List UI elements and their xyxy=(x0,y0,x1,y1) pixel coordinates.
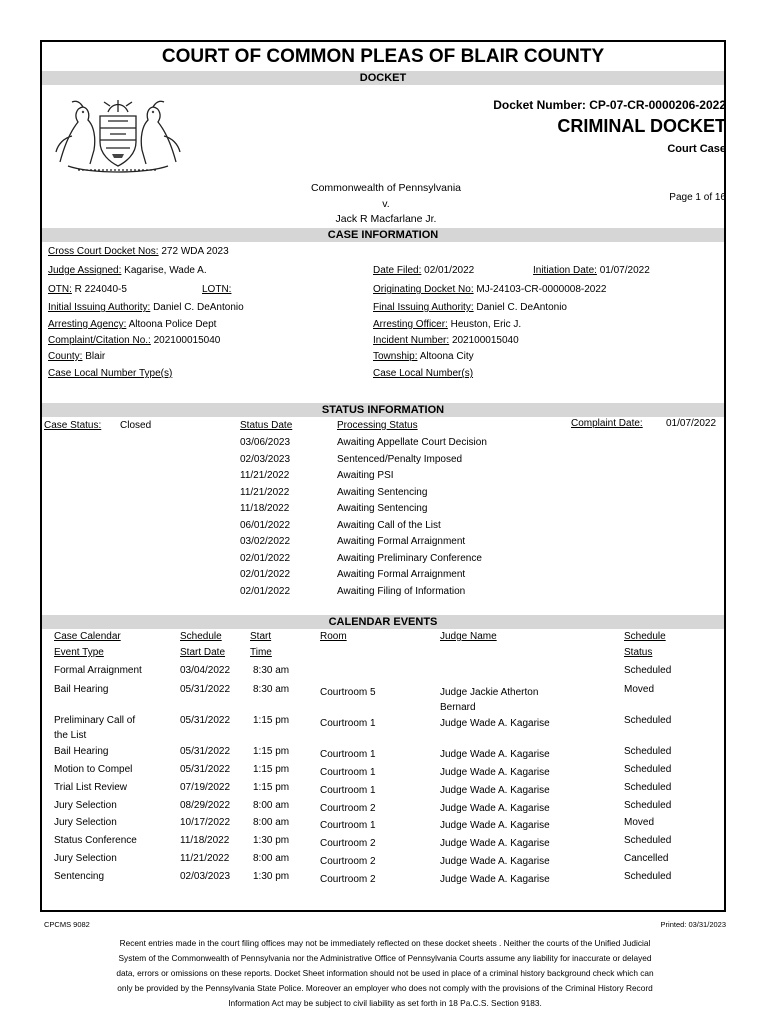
cal-header-time-2: Time xyxy=(250,647,272,658)
judge-value: Kagarise, Wade A. xyxy=(124,265,207,276)
event-start-date: 11/21/2022 xyxy=(180,853,230,864)
processing-status: Awaiting Formal Arraignment xyxy=(337,536,466,547)
status-date: 03/02/2022 xyxy=(240,536,291,547)
incident-label: Incident Number: xyxy=(373,335,450,346)
event-room: Courtroom 5 xyxy=(320,687,376,698)
date-filed-label: Date Filed: xyxy=(373,265,422,276)
otn-value: R 224040-5 xyxy=(74,284,127,295)
incident-value: 202100015040 xyxy=(451,335,519,346)
event-status: Scheduled xyxy=(624,782,672,793)
judge-row xyxy=(48,265,207,276)
disclaimer-line: Information Act may be subject to civil liability as set forth in 18 Pa.C.S. Section 9183. xyxy=(228,998,542,1008)
status-date: 02/01/2022 xyxy=(240,585,291,597)
judge-label: Judge Assigned: xyxy=(48,265,122,276)
event-start-date: 05/31/2022 xyxy=(180,746,231,757)
cross-court-row xyxy=(48,246,229,257)
event-type: Status Conference xyxy=(54,835,137,846)
event-start-date: 07/19/2022 xyxy=(180,782,231,793)
init-auth-row xyxy=(48,302,244,313)
event-room: Courtroom 1 xyxy=(320,749,376,760)
event-start-date: 02/03/2023 xyxy=(180,871,231,882)
event-judge: Judge Wade A. Kagarise xyxy=(440,749,550,760)
cal-header-status-1: Schedule xyxy=(624,631,666,642)
status-date: 03/06/2023 xyxy=(240,437,291,448)
processing-status: Awaiting Filing of Information xyxy=(337,585,466,597)
county-label: County: xyxy=(48,351,83,362)
processing-status: Awaiting Call of the List xyxy=(337,519,441,531)
event-type: Trial List Review xyxy=(54,782,127,793)
event-start-time: 1:15 pm xyxy=(253,715,290,726)
cal-header-date-1: Schedule xyxy=(180,631,222,642)
case-local-type-label: Case Local Number Type(s) xyxy=(48,368,173,379)
cal-header-judge: Judge Name xyxy=(440,631,497,642)
event-judge: Judge Wade A. Kagarise xyxy=(440,718,550,729)
form-id: CPCMS 9082 xyxy=(44,920,90,929)
event-type: Bail Hearing xyxy=(54,684,109,695)
arresting-agency-value: Altoona Police Dept xyxy=(128,319,217,330)
caption-line-2: v. xyxy=(382,198,390,210)
arresting-officer-value: Heuston, Eric J. xyxy=(450,319,522,330)
docket-band: DOCKET xyxy=(42,71,724,85)
docket-type: CRIMINAL DOCKET xyxy=(557,116,726,136)
init-auth-label: Initial Issuing Authority: xyxy=(48,302,151,313)
final-auth-row xyxy=(373,302,567,313)
pennsylvania-coat-of-arms-icon xyxy=(50,92,186,174)
event-start-date: 11/18/2022 xyxy=(180,835,230,846)
orig-docket-label: Originating Docket No: xyxy=(373,284,474,295)
otn-label: OTN: xyxy=(48,284,72,295)
complaint-date-label: Complaint Date: xyxy=(571,418,643,429)
event-judge: Judge Wade A. Kagarise xyxy=(440,785,550,796)
status-date: 02/03/2023 xyxy=(240,453,291,465)
cross-court-value: 272 WDA 2023 xyxy=(161,246,229,257)
event-start-time: 8:00 am xyxy=(253,800,290,811)
processing-status: Awaiting Formal Arraignment xyxy=(337,569,466,580)
cal-header-date-2: Start Date xyxy=(180,647,226,658)
processing-status: Awaiting Sentencing xyxy=(337,486,428,498)
arresting-agency-row xyxy=(48,319,216,330)
orig-docket-row xyxy=(373,284,606,295)
event-status: Moved xyxy=(624,817,655,828)
case-local-number-label: Case Local Number(s) xyxy=(373,368,474,379)
initiation-row xyxy=(533,265,650,276)
township-value: Altoona City xyxy=(419,351,474,362)
township-row xyxy=(373,351,474,362)
event-start-date: 05/31/2022 xyxy=(180,715,231,726)
status-date: 02/01/2022 xyxy=(240,569,291,580)
event-room: Courtroom 1 xyxy=(320,767,376,778)
event-room: Courtroom 1 xyxy=(320,785,376,796)
event-start-time: 8:00 am xyxy=(253,853,290,864)
event-room: Courtroom 1 xyxy=(320,820,376,831)
case-kind: Court Case xyxy=(667,143,726,155)
event-judge: Judge Wade A. Kagarise xyxy=(440,874,550,885)
event-start-time: 1:15 pm xyxy=(253,764,290,775)
orig-docket-value: MJ-24103-CR-0000008-2022 xyxy=(476,284,607,295)
event-status: Scheduled xyxy=(624,665,672,676)
incident-row xyxy=(373,335,519,346)
caption-line-3: Jack R Macfarlane Jr. xyxy=(335,213,437,225)
event-status: Scheduled xyxy=(624,835,672,846)
cal-header-status-2: Status xyxy=(624,647,653,658)
status-date: 06/01/2022 xyxy=(240,519,291,531)
event-type-cont: the List xyxy=(54,730,87,741)
event-start-time: 1:15 pm xyxy=(253,746,290,757)
event-room: Courtroom 2 xyxy=(320,838,376,849)
init-auth-value: Daniel C. DeAntonio xyxy=(153,302,244,313)
cal-header-room: Room xyxy=(320,631,347,642)
cal-header-event-2: Event Type xyxy=(54,647,104,658)
event-status: Cancelled xyxy=(624,853,669,864)
status-date: 11/21/2022 xyxy=(240,486,290,498)
status-date: 11/21/2022 xyxy=(240,470,290,481)
page-label: Page 1 of 16 xyxy=(669,192,726,203)
event-status: Moved xyxy=(624,684,655,695)
cross-court-label: Cross Court Docket Nos: xyxy=(48,246,159,257)
disclaimer-line: System of the Commonwealth of Pennsylvania nor the Administrative Office of Pennsylvania Courts assume any liability for inaccurate or delayed xyxy=(118,953,652,963)
event-judge: Judge Wade A. Kagarise xyxy=(440,838,550,849)
event-room: Courtroom 2 xyxy=(320,874,376,885)
status-date: 11/18/2022 xyxy=(240,503,290,514)
event-type: Motion to Compel xyxy=(54,764,133,775)
event-judge: Judge Jackie Atherton xyxy=(440,687,539,698)
event-status: Scheduled xyxy=(624,871,672,882)
initiation-label: Initiation Date: xyxy=(533,265,597,276)
event-start-date: 05/31/2022 xyxy=(180,684,231,695)
county-row xyxy=(48,351,105,362)
event-status: Scheduled xyxy=(624,715,672,726)
disclaimer-line: Recent entries made in the court filing offices may not be immediately reflected on these docket sheets . Neither the courts of the Unified Judicial xyxy=(119,938,651,948)
event-type: Jury Selection xyxy=(54,853,117,864)
processing-status: Awaiting Sentencing xyxy=(337,503,428,514)
event-status: Scheduled xyxy=(624,764,672,775)
case-information-band: CASE INFORMATION xyxy=(42,228,724,242)
event-type: Jury Selection xyxy=(54,817,117,828)
event-judge: Judge Wade A. Kagarise xyxy=(440,856,550,867)
date-filed-value: 02/01/2022 xyxy=(424,265,475,276)
event-judge: Judge Wade A. Kagarise xyxy=(440,803,550,814)
lotn-label: LOTN: xyxy=(202,284,232,295)
processing-status: Sentenced/Penalty Imposed xyxy=(337,453,463,465)
event-judge: Judge Wade A. Kagarise xyxy=(440,820,550,831)
event-room: Courtroom 2 xyxy=(320,856,376,867)
complaint-label: Complaint/Citation No.: xyxy=(48,335,151,346)
event-start-time: 1:15 pm xyxy=(253,782,290,793)
processing-status: Awaiting Appellate Court Decision xyxy=(337,437,487,448)
cal-header-time-1: Start xyxy=(250,631,272,642)
docket-number: Docket Number: CP-07-CR-0000206-2022 xyxy=(493,98,726,112)
date-filed-row xyxy=(373,265,474,276)
event-start-time: 8:00 am xyxy=(253,817,290,828)
event-room: Courtroom 2 xyxy=(320,803,376,814)
county-value: Blair xyxy=(85,351,106,362)
arresting-officer-row xyxy=(373,319,521,330)
printed-date: Printed: 03/31/2023 xyxy=(660,920,726,929)
event-judge: Judge Wade A. Kagarise xyxy=(440,767,550,778)
otn-row xyxy=(48,284,127,295)
disclaimer-line: data, errors or omissions on these reports. Docket Sheet information should not be used in place of a criminal history background check which can xyxy=(116,968,654,978)
event-type: Bail Hearing xyxy=(54,746,109,757)
case-status-value: Closed xyxy=(120,420,152,431)
event-start-date: 05/31/2022 xyxy=(180,764,231,775)
township-label: Township: xyxy=(373,351,418,362)
event-start-date: 03/04/2022 xyxy=(180,665,231,676)
event-type: Preliminary Call of xyxy=(54,715,136,726)
disclaimer-line: only be provided by the Pennsylvania State Police. Moreover an employer who does not comply with the provisions of the Criminal History Record xyxy=(117,983,653,993)
initiation-value: 01/07/2022 xyxy=(599,265,650,276)
final-auth-label: Final Issuing Authority: xyxy=(373,302,474,313)
processing-status-header: Processing Status xyxy=(337,420,418,431)
complaint-value: 202100015040 xyxy=(153,335,221,346)
event-status: Scheduled xyxy=(624,746,672,757)
final-auth-value: Daniel C. DeAntonio xyxy=(476,302,567,313)
status-date-header: Status Date xyxy=(240,420,293,431)
court-title: COURT OF COMMON PLEAS OF BLAIR COUNTY xyxy=(161,46,605,67)
processing-status: Awaiting Preliminary Conference xyxy=(337,552,482,564)
arresting-agency-label: Arresting Agency: xyxy=(48,319,127,330)
case-status-label: Case Status: xyxy=(44,420,102,431)
complaint-row xyxy=(48,335,220,346)
caption-line-1: Commonwealth of Pennsylvania xyxy=(311,182,461,194)
processing-status: Awaiting PSI xyxy=(337,470,394,481)
calendar-events-band: CALENDAR EVENTS xyxy=(42,615,724,629)
event-judge-cont: Bernard xyxy=(440,702,476,713)
event-start-time: 8:30 am xyxy=(253,665,290,676)
status-date: 02/01/2022 xyxy=(240,552,291,564)
event-status: Scheduled xyxy=(624,800,672,811)
event-start-date: 08/29/2022 xyxy=(180,800,231,811)
complaint-date-value: 01/07/2022 xyxy=(666,418,717,429)
event-start-time: 1:30 pm xyxy=(253,871,290,882)
event-room: Courtroom 1 xyxy=(320,718,376,729)
event-start-time: 1:30 pm xyxy=(253,835,290,846)
event-type: Formal Arraignment xyxy=(54,665,142,676)
event-type: Sentencing xyxy=(54,871,105,882)
arresting-officer-label: Arresting Officer: xyxy=(373,319,448,330)
cal-header-event-1: Case Calendar xyxy=(54,631,121,642)
event-start-date: 10/17/2022 xyxy=(180,817,231,828)
status-information-band: STATUS INFORMATION xyxy=(42,403,724,417)
event-start-time: 8:30 am xyxy=(253,684,290,695)
event-type: Jury Selection xyxy=(54,800,117,811)
